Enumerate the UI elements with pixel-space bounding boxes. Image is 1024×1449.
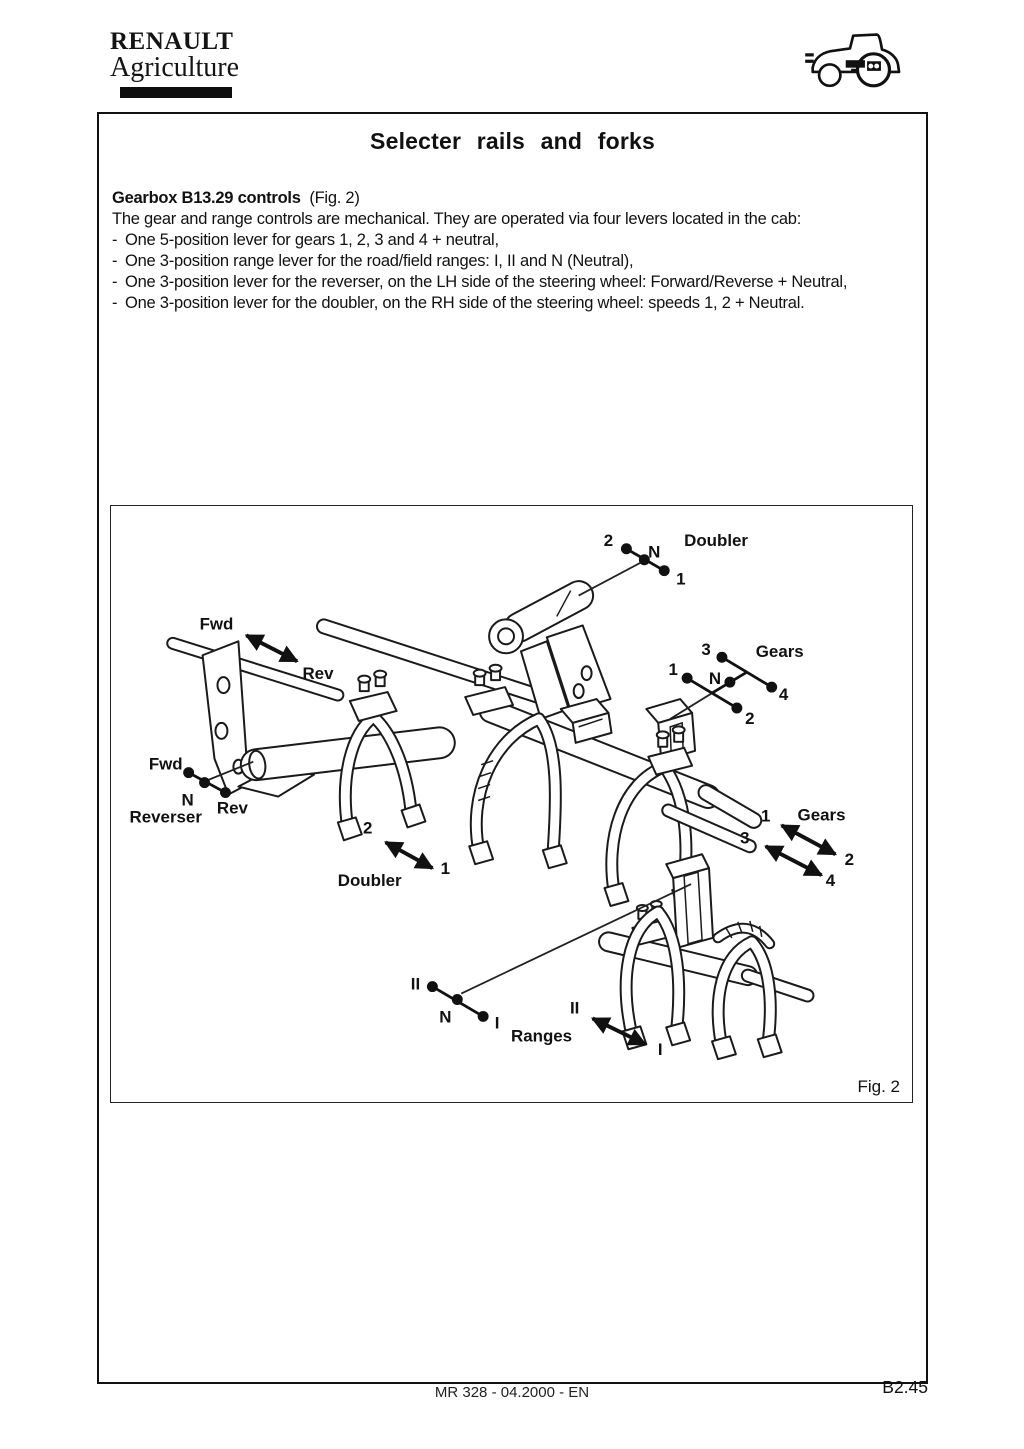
- section-heading-bold: Gearbox B13.29 controls: [112, 189, 301, 207]
- shift-pattern-doubler: [604, 531, 749, 589]
- gears-arrow-pos-4: 4: [825, 871, 836, 891]
- page-title: Selecter rails and forks: [370, 128, 655, 154]
- fwd-label: Fwd: [199, 614, 234, 634]
- reverser-gate-rev: Rev: [216, 798, 248, 818]
- bullet-item: [112, 293, 913, 314]
- bullet-text: One 3-position lever for the doubler, on the RH side of the steering wheel: speeds 1, 2 + Neutral.: [125, 294, 805, 312]
- bullet-dash: -: [112, 273, 118, 291]
- doubler-arrow-pos-1: 1: [440, 859, 451, 879]
- reverser-gate-pos-n: N: [181, 790, 194, 810]
- selector-mechanism-drawing: [173, 591, 808, 1060]
- ranges-gate-title: Ranges: [511, 1026, 573, 1046]
- gears-gate-title: Gears: [755, 642, 804, 662]
- doubler-arrow-pos-2: 2: [363, 818, 373, 838]
- gears-arrows-title: Gears: [797, 805, 846, 825]
- bullet-item: [112, 272, 913, 293]
- section-heading-ref: (Fig. 2): [309, 189, 360, 207]
- figure-caption: Fig. 2: [857, 1077, 900, 1096]
- gears-arrow-pos-3: 3: [740, 828, 750, 848]
- footer-doc-ref: MR 328 - 04.2000 - EN: [434, 1384, 590, 1401]
- doubler-gate-pos-2: 2: [603, 530, 614, 550]
- bullet-text: One 3-position lever for the reverser, on the LH side of the steering wheel: Forward/Reverse + Neutral,: [125, 273, 848, 291]
- logo-underline: [120, 87, 232, 98]
- shift-pattern-ranges: [411, 975, 572, 1046]
- doubler-arrow-title: Doubler: [337, 871, 402, 891]
- figure-2: [110, 505, 913, 1103]
- ranges-gate-pos-i: I: [494, 1013, 500, 1033]
- content-frame: [97, 112, 928, 1384]
- section-heading: [112, 188, 913, 209]
- gears-gate-pos-1: 1: [668, 660, 678, 680]
- ranges-arrow-pos-i: I: [657, 1040, 663, 1060]
- reverser-gate-fwd: Fwd: [148, 754, 183, 774]
- bullet-text: One 3-position range lever for the road/field ranges: I, II and N (Neutral),: [125, 252, 634, 270]
- intro-line: The gear and range controls are mechanical. They are operated via four levers located in the cab:: [112, 210, 802, 228]
- gears-gate-pos-2: 2: [745, 708, 755, 728]
- ranges-arrow-pos-ii: II: [569, 998, 580, 1018]
- gears-gate-pos-3: 3: [701, 640, 711, 660]
- gears-gate-pos-n: N: [708, 669, 722, 689]
- gears-gate-pos-4: 4: [778, 685, 789, 705]
- renault-agriculture-logo: [110, 30, 239, 98]
- rev-label: Rev: [302, 664, 334, 684]
- gears-arrow-pos-2: 2: [844, 850, 855, 870]
- reverser-gate-title: Reverser: [129, 807, 202, 827]
- selector-rails-diagram: [111, 506, 912, 1102]
- bullet-dash: -: [112, 294, 118, 312]
- bullet-item: [112, 251, 913, 272]
- doubler-gate-title: Doubler: [684, 530, 749, 550]
- intro-text-block: [112, 188, 913, 314]
- brand-division: Agriculture: [110, 52, 240, 83]
- ranges-arrow-group: [570, 998, 663, 1059]
- bolt: [358, 671, 386, 691]
- gears-arrow-pos-1: 1: [761, 806, 771, 826]
- brand-name: RENAULT: [110, 28, 234, 55]
- bullet-item: [112, 230, 913, 251]
- bullet-text: One 5-position lever for gears 1, 2, 3 and 4 + neutral,: [125, 231, 499, 249]
- ranges-gate-pos-n: N: [439, 1007, 452, 1027]
- bullet-dash: -: [112, 252, 118, 270]
- doubler-gate-pos-1: 1: [676, 569, 686, 589]
- bullet-dash: -: [112, 231, 118, 249]
- footer-page-number: B2.45: [882, 1377, 928, 1397]
- ranges-gate-pos-ii: II: [410, 974, 421, 994]
- tractor-icon: [802, 24, 930, 90]
- doubler-gate-pos-n: N: [648, 542, 661, 562]
